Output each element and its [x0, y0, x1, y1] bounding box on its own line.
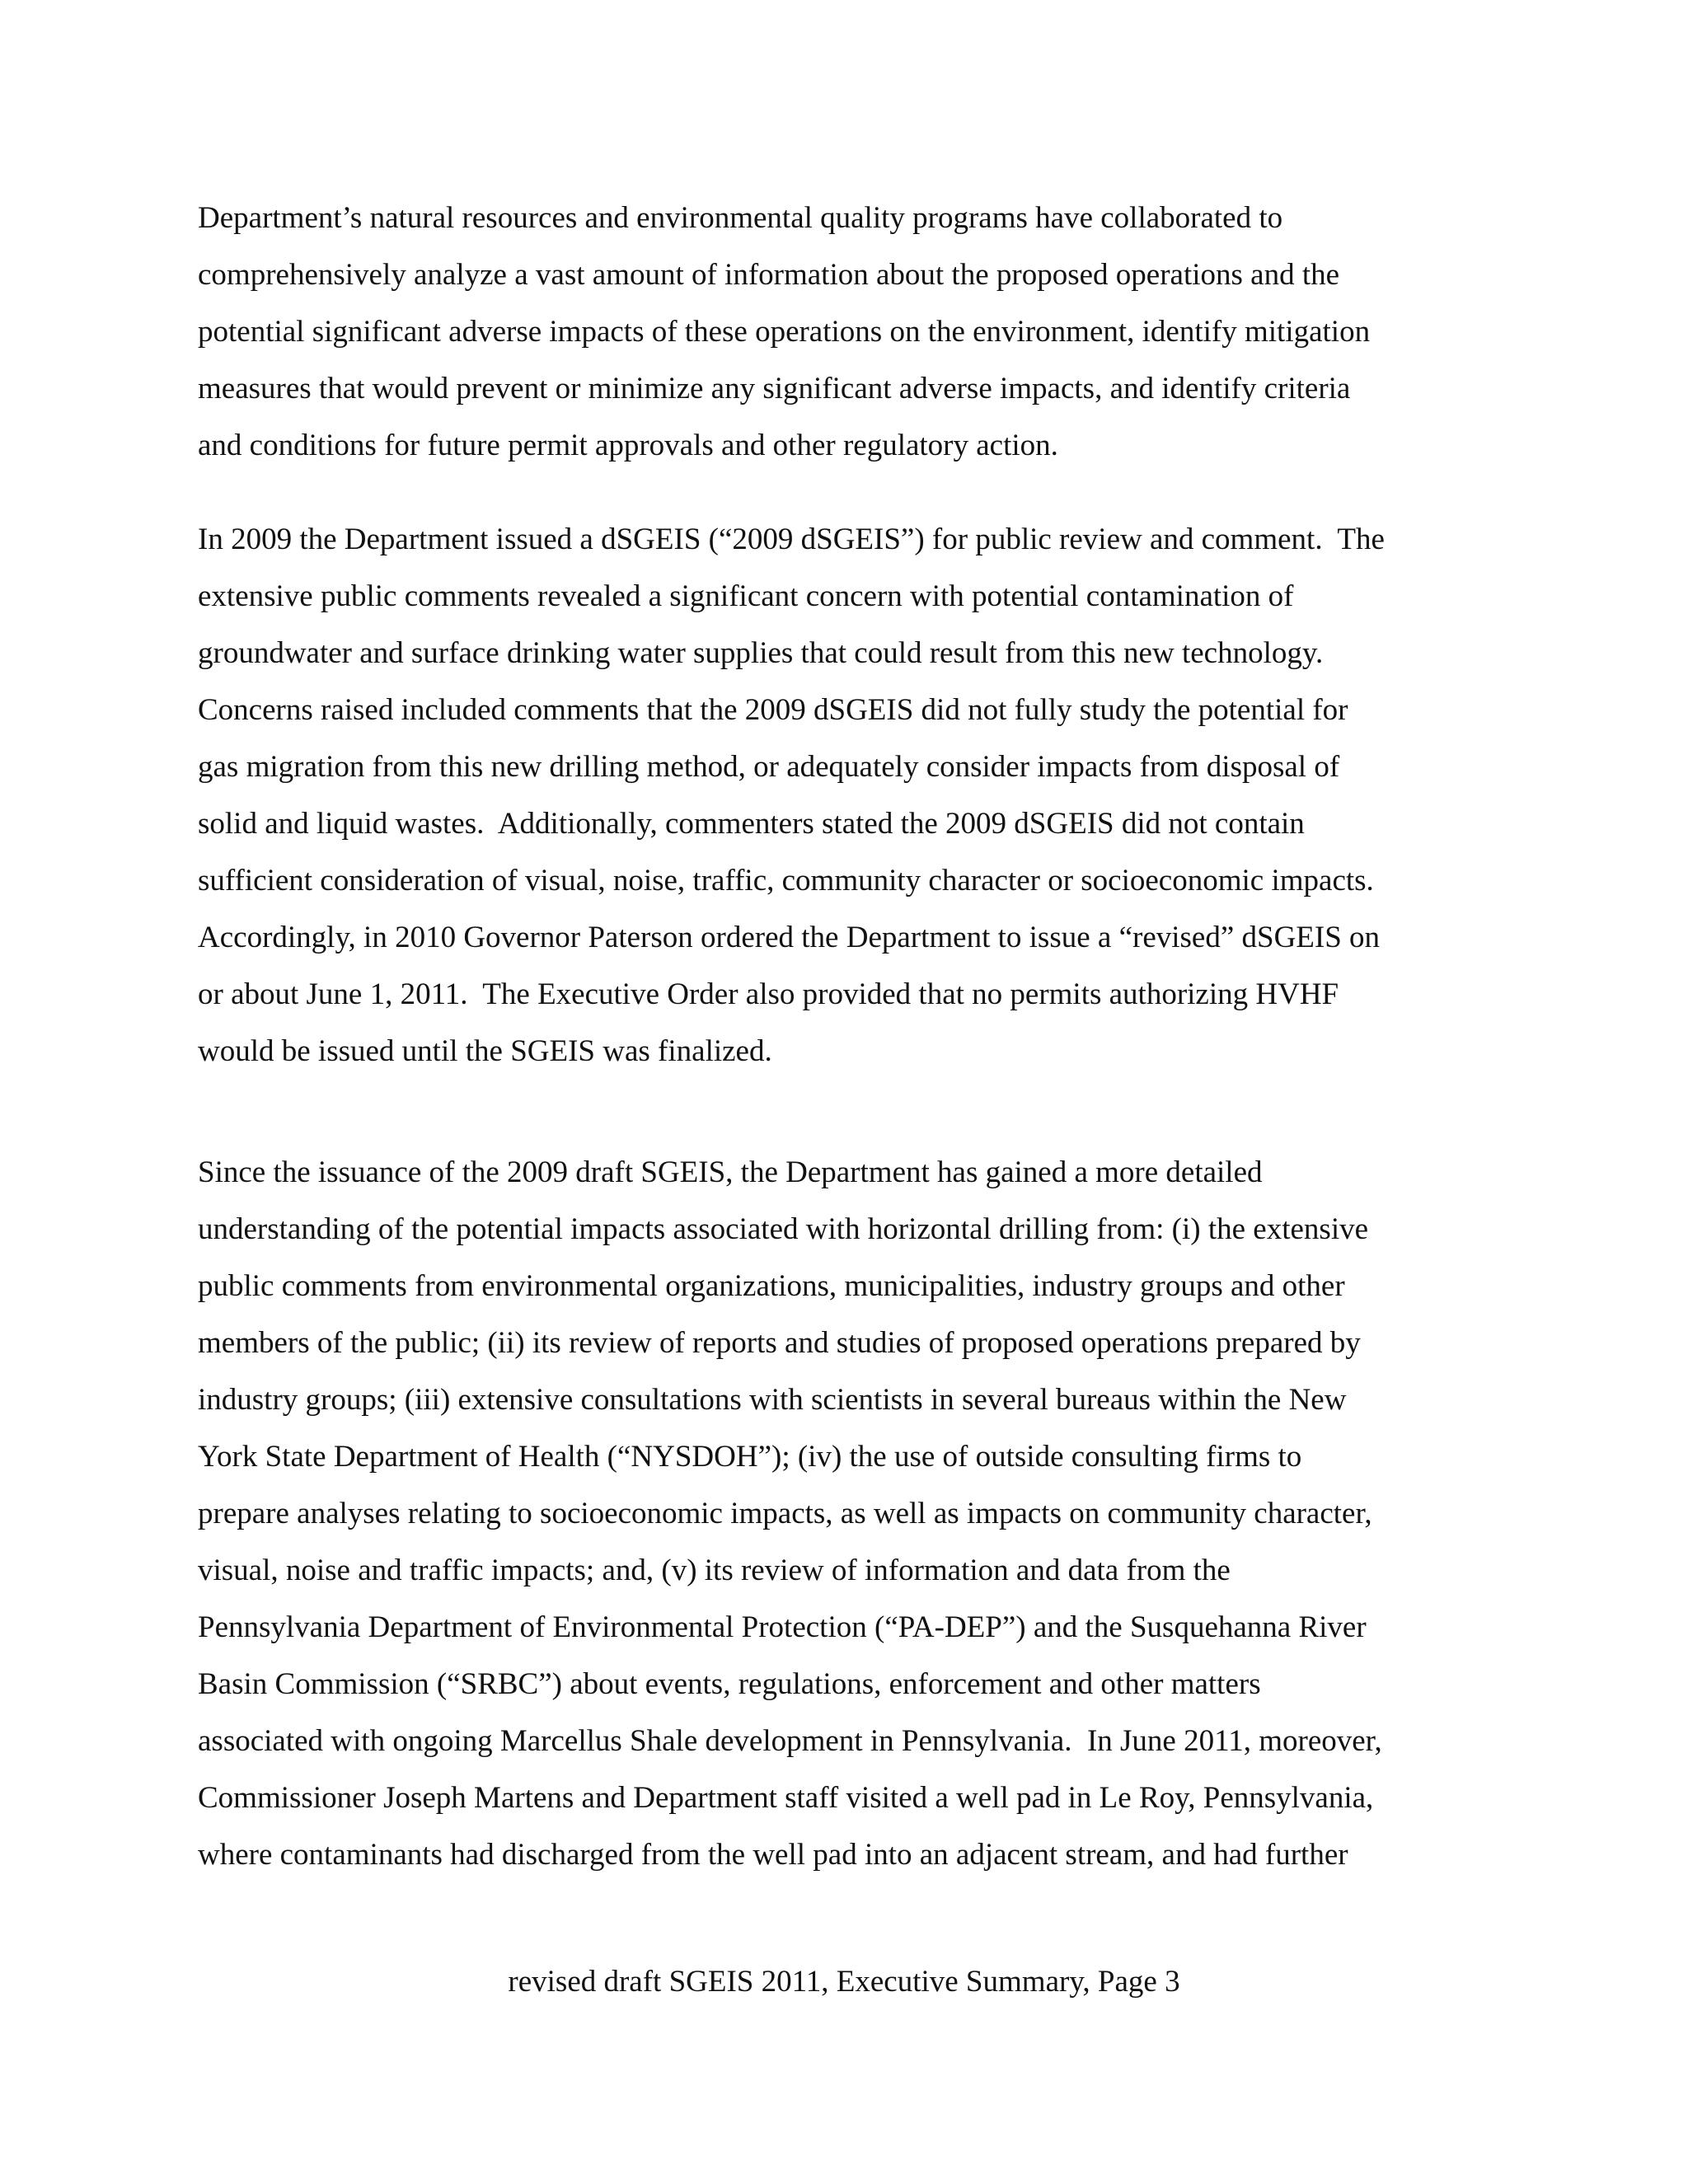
paragraph	[198, 511, 1517, 1080]
text-line: gas migration from this new drilling method, or adequately consider impacts from disposal of	[198, 750, 1340, 784]
text-line: In 2009 the Department issued a dSGEIS (“2009 dSGEIS”) for public review and comment. The	[198, 523, 1385, 556]
text-line: comprehensively analyze a vast amount of information about the proposed operations and the	[198, 258, 1340, 292]
text-line: associated with ongoing Marcellus Shale development in Pennsylvania. In June 2011, moreover,	[198, 1724, 1382, 1758]
text-line: extensive public comments revealed a significant concern with potential contamination of	[198, 579, 1294, 613]
paragraph	[198, 1144, 1517, 1883]
text-line: measures that would prevent or minimize any significant adverse impacts, and identify criteria	[198, 372, 1351, 405]
text-line: Pennsylvania Department of Environmental Protection (“PA-DEP”) and the Susquehanna River	[198, 1610, 1367, 1644]
text-line: Commissioner Joseph Martens and Department staff visited a well pad in Le Roy, Pennsylvania,	[198, 1781, 1374, 1815]
text-line: sufficient consideration of visual, noise, traffic, community character or socioeconomic impacts.	[198, 864, 1374, 898]
text-line: members of the public; (ii) its review of reports and studies of proposed operations prepared by	[198, 1326, 1361, 1360]
text-line: Basin Commission (“SRBC”) about events, regulations, enforcement and other matters	[198, 1667, 1261, 1701]
text-line: Concerns raised included comments that the 2009 dSGEIS did not fully study the potential for	[198, 693, 1348, 727]
text-line: York State Department of Health (“NYSDOH”); (iv) the use of outside consulting firms to	[198, 1440, 1302, 1474]
text-line: or about June 1, 2011. The Executive Order also provided that no permits authorizing HVHF	[198, 977, 1339, 1011]
paragraph	[198, 190, 1517, 474]
text-line: public comments from environmental organizations, municipalities, industry groups and other	[198, 1269, 1345, 1303]
text-line: would be issued until the SGEIS was finalized.	[198, 1034, 772, 1068]
text-line: Department’s natural resources and environmental quality programs have collaborated to	[198, 201, 1283, 235]
text-line: solid and liquid wastes. Additionally, commenters stated the 2009 dSGEIS did not contain	[198, 807, 1305, 841]
page-footer: revised draft SGEIS 2011, Executive Summary, Page 3	[508, 1965, 1180, 1999]
text-line: potential significant adverse impacts of these operations on the environment, identify mitigation	[198, 315, 1371, 349]
text-line: prepare analyses relating to socioeconomic impacts, as well as impacts on community character,	[198, 1497, 1372, 1530]
text-line: industry groups; (iii) extensive consultations with scientists in several bureaus within the New	[198, 1383, 1347, 1417]
text-line: and conditions for future permit approvals and other regulatory action.	[198, 429, 1058, 462]
text-line: understanding of the potential impacts associated with horizontal drilling from: (i) the extensive	[198, 1212, 1369, 1246]
text-line: visual, noise and traffic impacts; and, (v) its review of information and data from the	[198, 1554, 1231, 1587]
text-line: where contaminants had discharged from the well pad into an adjacent stream, and had further	[198, 1838, 1348, 1872]
text-line: Since the issuance of the 2009 draft SGEIS, the Department has gained a more detailed	[198, 1155, 1263, 1189]
text-line: groundwater and surface drinking water supplies that could result from this new technology.	[198, 636, 1324, 670]
text-line: Accordingly, in 2010 Governor Paterson ordered the Department to issue a “revised” dSGEIS on	[198, 921, 1381, 954]
